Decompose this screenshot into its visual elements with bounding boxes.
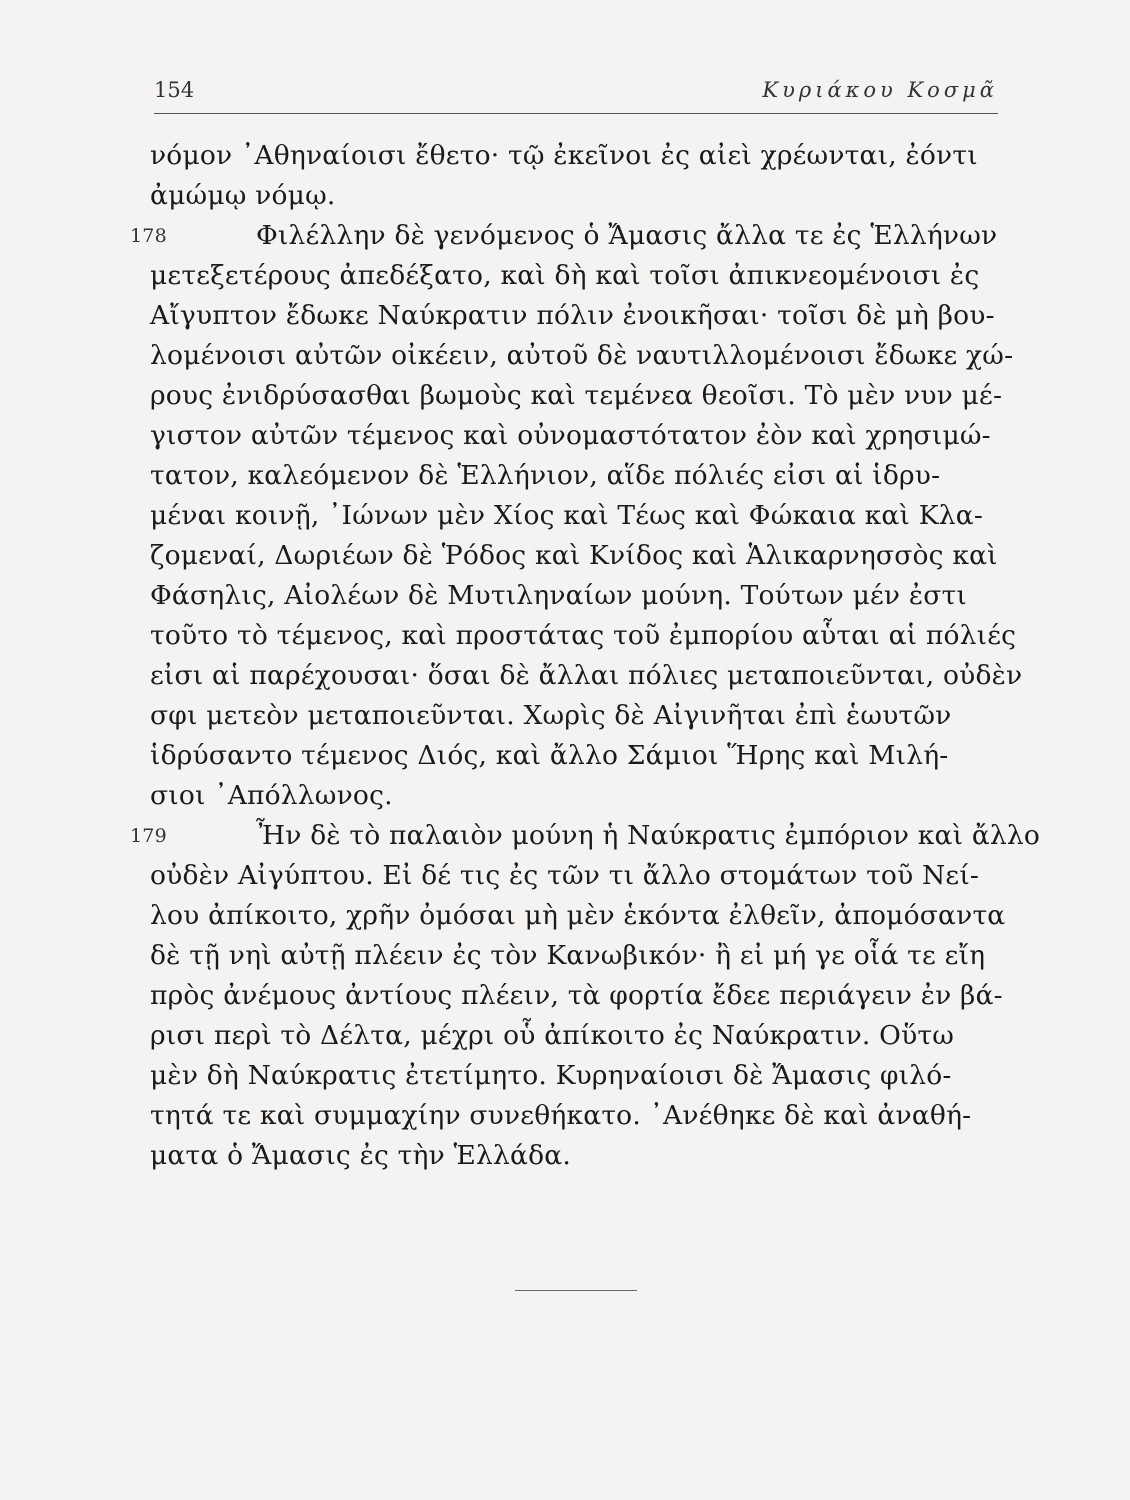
footnote-separator-rule: [515, 1290, 637, 1291]
text-line: μὲν δὴ Ναύκρατις ἐτετίμητο. Κυρηναίοισι δὲ Ἄμασις φιλό-: [150, 1060, 952, 1091]
text-line: γιστον αὐτῶν τέμενος καὶ οὐνομαστότατον ἐὸν καὶ χρησιμώ-: [150, 420, 991, 451]
text-line: μετεξετέρους ἀπεδέξατο, καὶ δὴ καὶ τοῖσι ἀπικνεομένοισι ἐς: [150, 260, 980, 291]
text-line: νόμον ᾿Αθηναίοισι ἔθετο· τῷ ἐκεῖνοι ἐς αἰεὶ χρέωνται, ἐόντι: [150, 140, 978, 171]
text-line: τατον, καλεόμενον δὲ Ἑλλήνιον, αἵδε πόλιές εἰσι αἱ ἱδρυ-: [150, 460, 941, 491]
text-line-content: Φιλέλλην δὲ γενόμενος ὁ Ἄμασις ἄλλα τε ἐς Ἑλλήνων: [256, 220, 998, 251]
text-line: ρους ἐνιδρύσασθαι βωμοὺς καὶ τεμένεα θεοῖσι. Τὸ μὲν νυν μέ-: [150, 380, 1003, 411]
text-line: σιοι ᾿Απόλλωνος.: [150, 780, 393, 811]
paragraph-first-line: [130, 216, 1010, 256]
text-line: Αἴγυπτον ἔδωκε Ναύκρατιν πόλιν ἐνοικῆσαι· τοῖσι δὲ μὴ βου-: [150, 300, 995, 331]
text-line: ζομεναί, Δωριέων δὲ Ῥόδος καὶ Κνίδος καὶ Ἁλικαρνησσὸς καὶ: [150, 540, 998, 571]
text-line: τοῦτο τὸ τέμενος, καὶ προστάτας τοῦ ἐμπορίου αὗται αἱ πόλιές: [150, 620, 1017, 651]
text-line: ἀμώμῳ νόμῳ.: [150, 180, 336, 211]
text-line: σφι μετεὸν μεταποιεῦνται. Χωρὶς δὲ Αἰγινῆται ἐπὶ ἑωυτῶν: [150, 700, 952, 731]
text-line: Φάσηλις, Αἰολέων δὲ Μυτιληναίων μούνη. Τούτων μέν ἐστι: [150, 580, 968, 611]
text-line: μέναι κοινῇ, ᾿Ιώνων μὲν Χίος καὶ Τέως καὶ Φώκαια καὶ Κλα-: [150, 500, 983, 531]
header-rule: [154, 113, 998, 114]
text-line: πρὸς ἀνέμους ἀντίους πλέειν, τὰ φορτία ἔδεε περιάγειν ἐν βά-: [150, 980, 1003, 1011]
section-number: 179: [130, 825, 167, 847]
section-number: 178: [130, 225, 167, 247]
text-line: τητά τε καὶ συμμαχίην συνεθήκατο. ᾿Ανέθηκε δὲ καὶ ἀναθή-: [150, 1100, 972, 1131]
text-line-content: Ἦν δὲ τὸ παλαιὸν μούνη ἡ Ναύκρατις ἐμπόριον καὶ ἄλλο: [256, 820, 1041, 851]
text-line: εἰσι αἱ παρέχουσαι· ὅσαι δὲ ἄλλαι πόλιες μεταποιεῦνται, οὐδὲν: [150, 660, 1023, 691]
running-head: Κυριάκου Κοσμᾶ: [762, 78, 998, 102]
text-line: οὐδὲν Αἰγύπτου. Εἰ δέ τις ἐς τῶν τι ἄλλο στομάτων τοῦ Νεί-: [150, 860, 980, 891]
text-body: [130, 136, 1041, 1176]
text-line: ἱδρύσαντο τέμενος Διός, καὶ ἄλλο Σάμιοι Ἥρης καὶ Μιλή-: [150, 740, 949, 771]
text-line: λομένοισι αὐτῶν οἰκέειν, αὐτοῦ δὲ ναυτιλλομένοισι ἔδωκε χώ-: [150, 340, 1014, 371]
text-line: λου ἀπίκοιτο, χρῆν ὀμόσαι μὴ μὲν ἑκόντα ἐλθεῖν, ἀπομόσαντα: [150, 900, 1006, 931]
page-number: 154: [154, 78, 195, 102]
paragraph-first-line: [130, 816, 1041, 856]
page-header: [154, 76, 998, 112]
text-line: ματα ὁ Ἄμασις ἐς τὴν Ἑλλάδα.: [150, 1140, 571, 1171]
text-line: δὲ τῇ νηὶ αὐτῇ πλέειν ἐς τὸν Κανωβικόν· ἢ εἰ μή γε οἷά τε εἴη: [150, 940, 986, 971]
text-line: ρισι περὶ τὸ Δέλτα, μέχρι οὗ ἀπίκοιτο ἐς Ναύκρατιν. Οὕτω: [150, 1020, 955, 1051]
